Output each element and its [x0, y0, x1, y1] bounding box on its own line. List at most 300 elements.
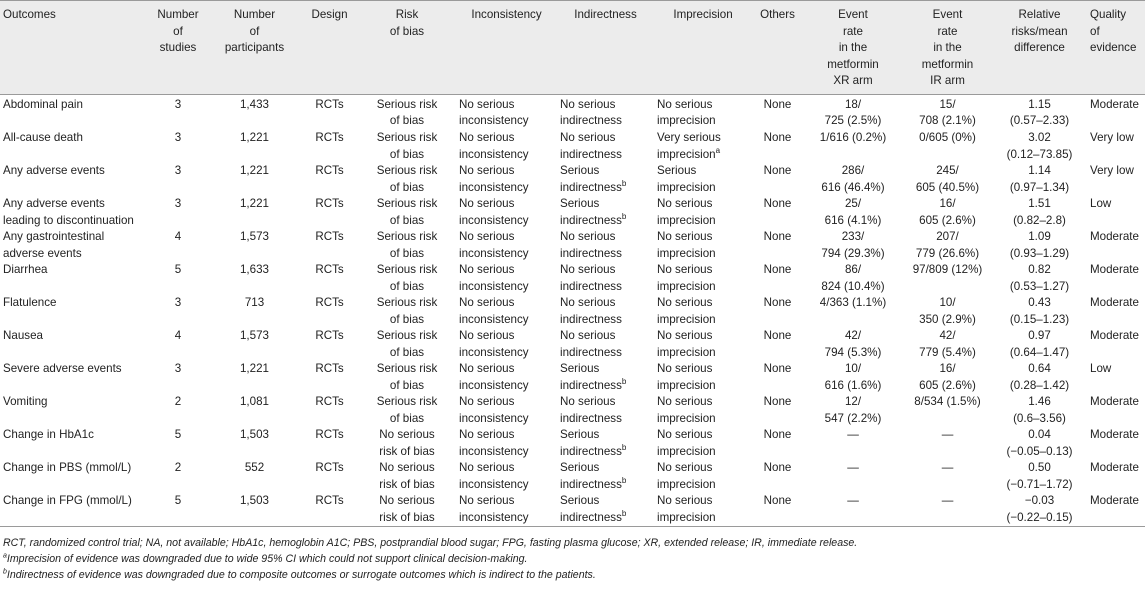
cell-design: [301, 229, 358, 262]
cell-participants-text: 552: [244, 461, 265, 474]
cell-outcome: [0, 130, 148, 163]
cell-participants: [208, 394, 301, 427]
cell-indirectness: [557, 328, 654, 361]
cell-imprecision: [654, 295, 752, 328]
cell-design-text: RCTs: [315, 461, 344, 474]
cell-risk-of-bias: [358, 163, 456, 196]
cell-participants-text: 1,433: [239, 97, 269, 111]
table-row: [0, 94, 1145, 130]
cell-risk-of-bias: [358, 130, 456, 163]
footnote-a-marker: a: [3, 552, 7, 560]
cell-imprecision-text: No serious imprecision: [657, 263, 716, 293]
cell-relative-risk-text: 1.46 (0.6–3.56): [1013, 395, 1066, 425]
cell-studies-text: 2: [174, 395, 182, 408]
cell-outcome-text: All-cause death: [3, 131, 83, 144]
cell-indirectness: [557, 427, 654, 460]
cell-participants: [208, 229, 301, 262]
cell-participants: [208, 493, 301, 527]
cell-studies: [148, 361, 208, 394]
cell-risk-of-bias: [358, 394, 456, 427]
cell-others-text: None: [763, 296, 792, 309]
cell-participants-text: 1,221: [239, 362, 269, 375]
cell-indirectness-text: Serious indirectness: [560, 164, 622, 194]
cell-design-text: RCTs: [315, 197, 344, 210]
cell-quality-text: Very low: [1090, 131, 1134, 144]
cell-design-text: RCTs: [315, 428, 344, 441]
cell-others-text: None: [763, 428, 792, 441]
cell-outcome-text: Diarrhea: [3, 263, 48, 276]
cell-imprecision: [654, 361, 752, 394]
cell-studies: [148, 94, 208, 130]
cell-event-rate-xr-text: —: [847, 428, 859, 441]
cell-relative-risk: [992, 229, 1087, 262]
cell-studies-text: 4: [174, 230, 182, 243]
cell-others: [752, 229, 803, 262]
cell-indirectness: [557, 229, 654, 262]
cell-indirectness-text: No serious indirectness: [560, 263, 622, 293]
cell-outcome: [0, 493, 148, 527]
cell-others: [752, 262, 803, 295]
cell-participants-text: 1,573: [239, 329, 269, 342]
cell-outcome-text: Change in PBS (mmol/L): [3, 461, 132, 474]
cell-participants-text: 1,221: [239, 131, 269, 144]
cell-imprecision: [654, 196, 752, 229]
cell-outcome: [0, 394, 148, 427]
cell-others-text: None: [763, 263, 792, 276]
cell-quality-text: Low: [1090, 197, 1112, 210]
cell-outcome: [0, 229, 148, 262]
cell-imprecision-text: No serious imprecision: [657, 296, 716, 326]
cell-outcome-text: Any gastrointestinal adverse events: [3, 230, 105, 260]
cell-event-rate-xr-text: 18/ 725 (2.5%): [824, 97, 882, 127]
cell-inconsistency-text: No serious inconsistency: [459, 428, 529, 458]
cell-relative-risk-text: −0.03 (−0.22–0.15): [1006, 494, 1073, 524]
cell-event-rate-xr: [803, 196, 903, 229]
cell-participants-text: 1,221: [239, 164, 269, 177]
cell-risk-of-bias: [358, 94, 456, 130]
cell-inconsistency-text: No serious inconsistency: [459, 230, 529, 260]
cell-quality: [1087, 295, 1145, 328]
cell-studies: [148, 493, 208, 527]
cell-design-text: RCTs: [315, 296, 344, 309]
cell-imprecision: [654, 94, 752, 130]
cell-relative-risk: [992, 460, 1087, 493]
cell-event-rate-ir: [903, 460, 992, 493]
cell-inconsistency: [456, 427, 557, 460]
header-quality-of-evidence: Quality of evidence: [1087, 1, 1145, 95]
cell-event-rate-xr-text: 233/ 794 (29.3%): [821, 230, 885, 260]
footnote-marker: b: [621, 442, 627, 452]
header-indirectness: Indirectness: [557, 1, 654, 95]
cell-imprecision: [654, 262, 752, 295]
cell-quality-text: Moderate: [1090, 97, 1139, 111]
cell-studies-text: 3: [174, 362, 182, 375]
cell-imprecision-text: No serious imprecision: [657, 230, 716, 260]
cell-design: [301, 94, 358, 130]
cell-indirectness: [557, 361, 654, 394]
cell-quality-text: Moderate: [1090, 494, 1139, 507]
table-row: [0, 130, 1145, 163]
cell-studies-text: 5: [174, 494, 182, 507]
cell-participants-text: 1,503: [239, 494, 269, 507]
cell-risk-of-bias-text: Serious risk of bias: [376, 329, 438, 359]
cell-indirectness: [557, 262, 654, 295]
cell-risk-of-bias: [358, 229, 456, 262]
cell-participants-text: 1,081: [239, 395, 269, 408]
cell-indirectness-text: No serious indirectness: [560, 395, 622, 425]
cell-participants: [208, 460, 301, 493]
cell-studies: [148, 229, 208, 262]
cell-design: [301, 196, 358, 229]
table-row: [0, 493, 1145, 527]
cell-studies: [148, 460, 208, 493]
cell-inconsistency: [456, 328, 557, 361]
cell-imprecision-text: Serious imprecision: [657, 164, 716, 194]
cell-event-rate-xr: [803, 394, 903, 427]
cell-studies-text: 2: [174, 461, 182, 474]
cell-event-rate-xr: [803, 493, 903, 527]
cell-outcome-text: Nausea: [3, 329, 43, 342]
cell-studies: [148, 394, 208, 427]
cell-outcome: [0, 361, 148, 394]
footnote-a-text: Imprecision of evidence was downgraded due to wide 95% CI which could not support clinical decision-making.: [6, 553, 528, 565]
cell-risk-of-bias: [358, 262, 456, 295]
cell-risk-of-bias: [358, 328, 456, 361]
cell-relative-risk-text: 1.51 (0.82–2.8): [1013, 197, 1066, 227]
footnote-marker: b: [621, 508, 627, 518]
cell-relative-risk-text: 3.02 (0.12–73.85): [1006, 131, 1073, 161]
cell-imprecision: [654, 493, 752, 527]
cell-event-rate-ir-text: 207/ 779 (26.6%): [915, 230, 980, 260]
cell-studies: [148, 163, 208, 196]
cell-participants-text: 1,633: [239, 263, 269, 276]
cell-indirectness-text: No serious indirectness: [560, 296, 622, 326]
cell-event-rate-xr-text: 12/ 547 (2.2%): [824, 395, 882, 425]
footnote-marker: b: [621, 211, 627, 221]
cell-event-rate-ir-text: 16/ 605 (2.6%): [919, 197, 976, 227]
footnote-b-marker: b: [3, 568, 7, 576]
header-event-rate-xr: Event rate in the metformin XR arm: [803, 1, 903, 95]
cell-quality: [1087, 130, 1145, 163]
cell-quality-text: Moderate: [1090, 461, 1139, 474]
cell-event-rate-ir-text: 42/ 779 (5.4%): [919, 329, 976, 359]
cell-event-rate-ir: [903, 295, 992, 328]
cell-others: [752, 493, 803, 527]
cell-inconsistency: [456, 460, 557, 493]
cell-others-text: None: [763, 329, 792, 342]
cell-quality-text: Moderate: [1090, 263, 1139, 276]
cell-design-text: RCTs: [315, 164, 344, 177]
cell-event-rate-xr: [803, 361, 903, 394]
cell-design-text: RCTs: [315, 362, 344, 375]
cell-imprecision-text: No serious imprecision: [657, 494, 716, 524]
cell-outcome-text: Any adverse events: [3, 164, 105, 177]
cell-relative-risk-text: 1.09 (0.93–1.29): [1009, 230, 1070, 260]
cell-inconsistency: [456, 196, 557, 229]
cell-design: [301, 163, 358, 196]
cell-inconsistency-text: No serious inconsistency: [459, 461, 529, 491]
table-row: [0, 295, 1145, 328]
cell-outcome: [0, 262, 148, 295]
table-row: [0, 361, 1145, 394]
cell-outcome-text: Severe adverse events: [3, 362, 122, 375]
cell-event-rate-ir-text: —: [941, 494, 954, 507]
cell-relative-risk: [992, 196, 1087, 229]
footnote-marker: b: [621, 475, 627, 485]
cell-relative-risk-text: 0.04 (−0.05–0.13): [1006, 428, 1073, 458]
cell-event-rate-xr: [803, 295, 903, 328]
cell-inconsistency-text: No serious inconsistency: [459, 197, 529, 227]
footnote-marker: b: [621, 376, 627, 386]
header-others: Others: [752, 1, 803, 95]
cell-participants: [208, 328, 301, 361]
cell-participants: [208, 163, 301, 196]
cell-event-rate-ir-text: —: [941, 461, 954, 474]
cell-design: [301, 361, 358, 394]
cell-studies-text: 3: [174, 197, 182, 210]
cell-relative-risk: [992, 427, 1087, 460]
cell-event-rate-xr: [803, 94, 903, 130]
cell-imprecision-text: No serious imprecision: [657, 97, 716, 127]
cell-relative-risk: [992, 295, 1087, 328]
cell-event-rate-xr-text: 42/ 794 (5.3%): [824, 329, 882, 359]
cell-others: [752, 196, 803, 229]
cell-others: [752, 394, 803, 427]
cell-event-rate-xr: [803, 427, 903, 460]
cell-relative-risk: [992, 361, 1087, 394]
cell-relative-risk-text: 1.14 (0.97–1.34): [1009, 164, 1070, 194]
cell-quality: [1087, 196, 1145, 229]
header-risk-of-bias: Risk of bias: [358, 1, 456, 95]
cell-quality: [1087, 262, 1145, 295]
table-row: [0, 196, 1145, 229]
cell-inconsistency-text: No serious inconsistency: [459, 263, 529, 293]
cell-inconsistency: [456, 130, 557, 163]
cell-quality-text: Moderate: [1090, 296, 1139, 309]
header-outcomes: Outcomes: [0, 1, 148, 95]
cell-quality-text: Moderate: [1090, 230, 1139, 243]
table-footnotes: [0, 527, 1145, 583]
table-row: [0, 427, 1145, 460]
cell-event-rate-ir: [903, 427, 992, 460]
cell-event-rate-xr: [803, 130, 903, 163]
cell-risk-of-bias-text: Serious risk of bias: [376, 131, 438, 161]
cell-quality: [1087, 493, 1145, 527]
cell-participants: [208, 196, 301, 229]
cell-quality: [1087, 361, 1145, 394]
cell-outcome-text: Change in HbA1c: [3, 428, 94, 441]
footnote-marker: b: [621, 178, 627, 188]
cell-risk-of-bias: [358, 460, 456, 493]
cell-participants: [208, 427, 301, 460]
cell-relative-risk: [992, 163, 1087, 196]
cell-design: [301, 328, 358, 361]
cell-quality: [1087, 94, 1145, 130]
cell-event-rate-xr-text: 10/ 616 (1.6%): [824, 362, 882, 392]
cell-relative-risk: [992, 394, 1087, 427]
cell-outcome: [0, 163, 148, 196]
table-row: [0, 262, 1145, 295]
cell-indirectness: [557, 493, 654, 527]
cell-quality: [1087, 460, 1145, 493]
cell-inconsistency-text: No serious inconsistency: [459, 164, 529, 194]
cell-event-rate-ir-text: 97/809 (12%): [912, 263, 983, 276]
cell-event-rate-ir: [903, 163, 992, 196]
cell-event-rate-ir: [903, 262, 992, 295]
header-number-of-participants: Number of participants: [208, 1, 301, 95]
cell-event-rate-xr-text: 4/363 (1.1%): [819, 296, 887, 309]
cell-imprecision: [654, 163, 752, 196]
cell-risk-of-bias: [358, 295, 456, 328]
cell-imprecision: [654, 130, 752, 163]
cell-relative-risk: [992, 493, 1087, 527]
cell-studies-text: 4: [174, 329, 182, 342]
cell-studies-text: 3: [174, 164, 182, 177]
cell-indirectness-text: Serious indirectness: [560, 461, 622, 491]
cell-indirectness: [557, 394, 654, 427]
cell-design: [301, 493, 358, 527]
cell-event-rate-ir: [903, 196, 992, 229]
cell-imprecision: [654, 229, 752, 262]
table-row: [0, 328, 1145, 361]
cell-inconsistency-text: No serious inconsistency: [459, 395, 529, 425]
cell-design: [301, 295, 358, 328]
cell-quality: [1087, 427, 1145, 460]
cell-indirectness-text: Serious indirectness: [560, 197, 622, 227]
cell-imprecision-text: No serious imprecision: [657, 197, 716, 227]
cell-event-rate-ir: [903, 130, 992, 163]
cell-inconsistency: [456, 493, 557, 527]
cell-studies-text: 3: [174, 296, 182, 309]
cell-studies-text: 5: [174, 428, 182, 441]
cell-event-rate-ir-text: 8/534 (1.5%): [914, 395, 981, 408]
cell-others-text: None: [763, 164, 792, 177]
cell-indirectness-text: Serious indirectness: [560, 494, 622, 524]
cell-inconsistency-text: No serious inconsistency: [459, 296, 529, 326]
cell-event-rate-ir-text: 10/ 350 (2.9%): [919, 296, 976, 326]
cell-indirectness-text: No serious indirectness: [560, 230, 622, 260]
cell-others-text: None: [763, 131, 792, 144]
cell-inconsistency: [456, 361, 557, 394]
cell-imprecision-text: No serious imprecision: [657, 395, 716, 425]
cell-imprecision: [654, 460, 752, 493]
cell-risk-of-bias-text: Serious risk of bias: [376, 395, 438, 425]
cell-risk-of-bias-text: No serious risk of bias: [379, 461, 435, 491]
cell-relative-risk-text: 0.97 (0.64–1.47): [1009, 329, 1070, 359]
footnote-b-text: Indirectness of evidence was downgraded due to composite outcomes or surrogate outcomes which is indirect to the patients.: [6, 569, 596, 581]
cell-others: [752, 130, 803, 163]
cell-inconsistency-text: No serious inconsistency: [459, 97, 529, 127]
cell-quality-text: Low: [1090, 362, 1112, 375]
cell-studies: [148, 427, 208, 460]
header-event-rate-ir: Event rate in the metformin IR arm: [903, 1, 992, 95]
cell-event-rate-ir-text: —: [941, 428, 954, 441]
cell-event-rate-xr: [803, 163, 903, 196]
cell-imprecision: [654, 328, 752, 361]
cell-studies: [148, 196, 208, 229]
cell-others-text: None: [763, 97, 792, 111]
header-imprecision: Imprecision: [654, 1, 752, 95]
cell-risk-of-bias-text: Serious risk of bias: [376, 296, 438, 326]
cell-relative-risk: [992, 328, 1087, 361]
cell-inconsistency: [456, 295, 557, 328]
header-inconsistency: Inconsistency: [456, 1, 557, 95]
cell-others: [752, 295, 803, 328]
cell-studies: [148, 262, 208, 295]
cell-imprecision-text: No serious imprecision: [657, 362, 716, 392]
cell-design-text: RCTs: [315, 263, 344, 276]
cell-relative-risk: [992, 262, 1087, 295]
table-row: [0, 229, 1145, 262]
cell-risk-of-bias-text: Serious risk of bias: [376, 197, 438, 227]
cell-participants-text: 1,503: [239, 428, 269, 441]
cell-inconsistency: [456, 394, 557, 427]
cell-inconsistency-text: No serious inconsistency: [459, 329, 529, 359]
cell-participants: [208, 361, 301, 394]
cell-studies-text: 5: [174, 263, 182, 276]
cell-inconsistency: [456, 262, 557, 295]
cell-event-rate-xr: [803, 262, 903, 295]
footnote-b: [3, 567, 1142, 583]
cell-imprecision-text: No serious imprecision: [657, 329, 716, 359]
cell-risk-of-bias: [358, 427, 456, 460]
cell-event-rate-xr-text: 25/ 616 (4.1%): [824, 197, 882, 227]
cell-quality-text: Moderate: [1090, 395, 1139, 408]
cell-risk-of-bias-text: Serious risk of bias: [376, 362, 438, 392]
cell-quality-text: Very low: [1090, 164, 1134, 177]
cell-others-text: None: [763, 494, 792, 507]
cell-relative-risk-text: 0.50 (−0.71–1.72): [1006, 461, 1073, 491]
cell-participants-text: 1,221: [239, 197, 269, 210]
cell-event-rate-xr-text: 286/ 616 (46.4%): [821, 164, 885, 194]
cell-design: [301, 130, 358, 163]
cell-imprecision-text: Very serious imprecision: [657, 131, 721, 161]
cell-inconsistency: [456, 94, 557, 130]
cell-event-rate-ir: [903, 361, 992, 394]
cell-event-rate-ir: [903, 328, 992, 361]
cell-outcome-text: Any adverse events leading to discontinuation: [3, 197, 134, 227]
cell-risk-of-bias: [358, 493, 456, 527]
cell-indirectness-text: Serious indirectness: [560, 362, 622, 392]
cell-event-rate-ir: [903, 493, 992, 527]
cell-design: [301, 394, 358, 427]
cell-relative-risk-text: 1.15 (0.57–2.33): [1009, 97, 1070, 127]
cell-imprecision-text: No serious imprecision: [657, 428, 716, 458]
cell-studies: [148, 328, 208, 361]
cell-others-text: None: [763, 197, 792, 210]
cell-participants: [208, 94, 301, 130]
cell-relative-risk-text: 0.43 (0.15–1.23): [1009, 296, 1070, 326]
header-number-of-studies: Number of studies: [148, 1, 208, 95]
cell-outcome: [0, 328, 148, 361]
cell-quality: [1087, 394, 1145, 427]
cell-imprecision: [654, 394, 752, 427]
cell-indirectness-text: No serious indirectness: [560, 131, 622, 161]
cell-participants-text: 1,573: [239, 230, 269, 243]
cell-others: [752, 163, 803, 196]
cell-quality-text: Moderate: [1090, 428, 1139, 441]
cell-indirectness: [557, 295, 654, 328]
cell-inconsistency: [456, 163, 557, 196]
table-row: [0, 460, 1145, 493]
cell-event-rate-ir-text: 16/ 605 (2.6%): [919, 362, 976, 392]
cell-event-rate-xr-text: —: [847, 461, 859, 474]
cell-design-text: RCTs: [315, 131, 344, 144]
cell-design-text: RCTs: [315, 494, 344, 507]
cell-design-text: RCTs: [315, 230, 344, 243]
cell-others: [752, 460, 803, 493]
footnote-marker: a: [715, 145, 721, 155]
